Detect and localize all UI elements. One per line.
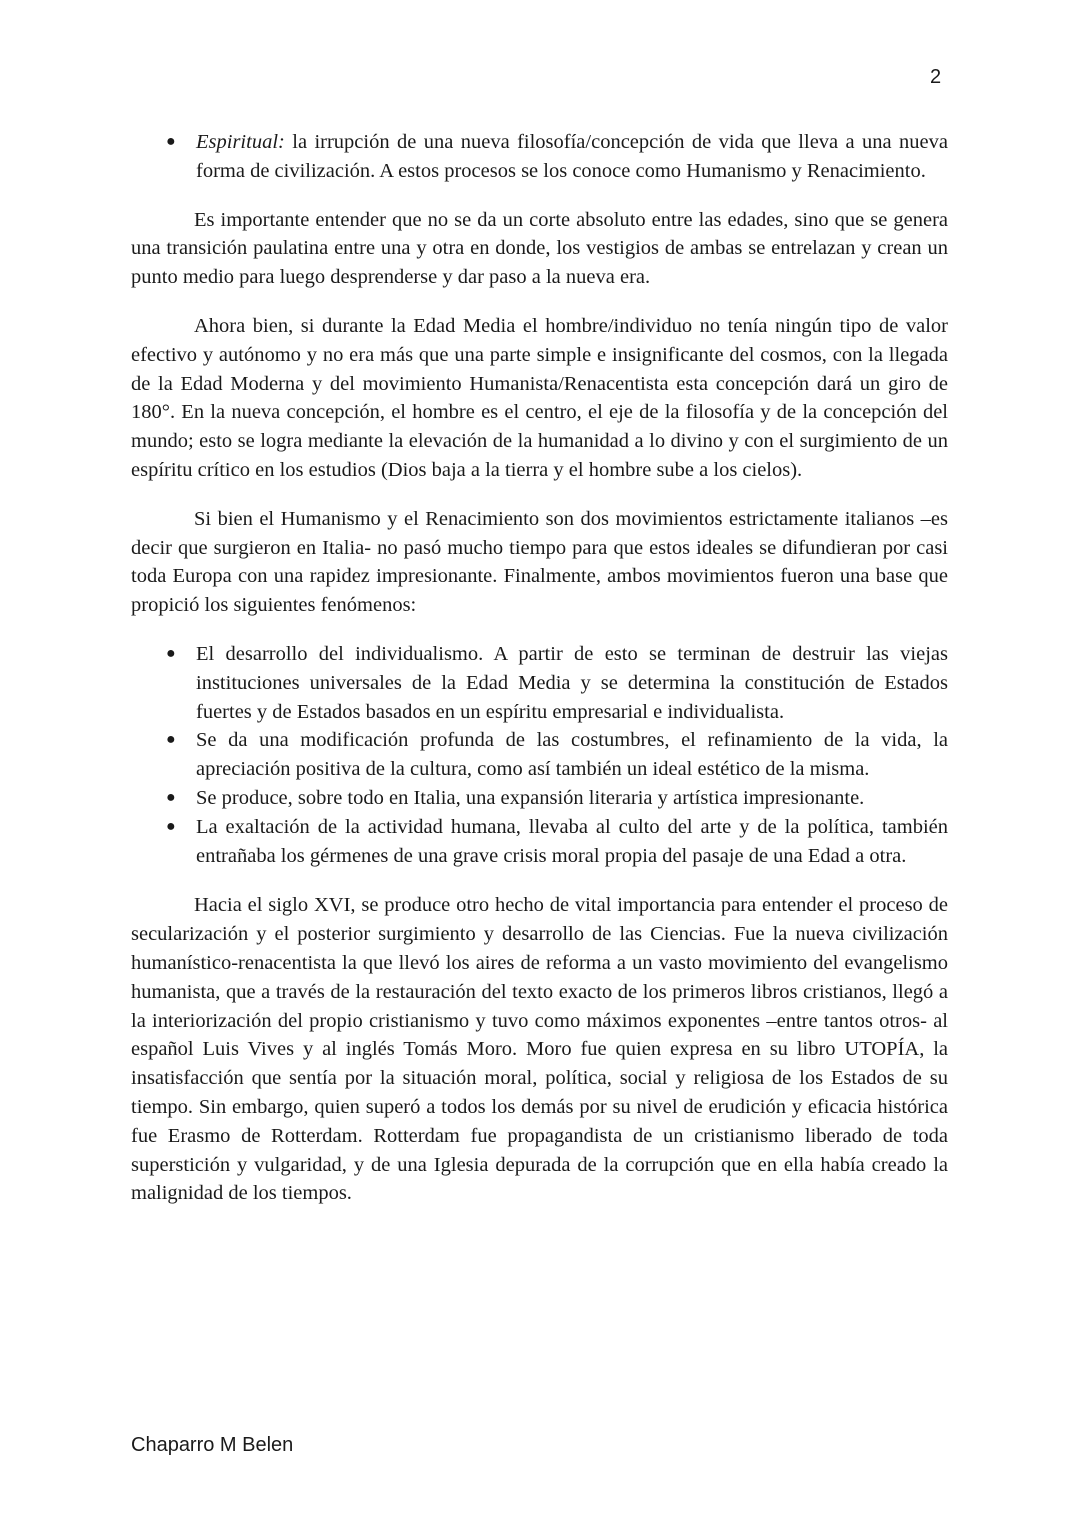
list-item-text: La exaltación de la actividad humana, llevaba al culto del arte y de la política, también entrañaba los gérmenes de una grave crisis moral propia del pasaje de una Edad a otra. [196,815,948,867]
bullet-icon: ● [166,817,176,835]
bullet-list-phenomena [131,640,948,870]
footer-author: Chaparro M Belen [131,1434,294,1456]
list-item-text: la irrupción de una nueva filosofía/concepción de vida que lleva a una nueva forma de civilización. A estos procesos se los conoce como Humanismo y Renacimiento. [196,131,948,182]
paragraph: Ahora bien, si durante la Edad Media el hombre/individuo no tenía ningún tipo de valor efectivo y autónomo y no era más que una parte simple e insignificante del cosmos, con la llegada de la Edad Moderna y del movimiento Humanista/Renacentista esta concepción dará un giro de 180°. En la nueva concepción, el hombre es el centro, el eje de la filosofía y de la concepción del mundo; esto se logra mediante la elevación de la humanidad a lo divino y con el surgimiento de un espíritu crítico en los estudios (Dios baja a la tierra y el hombre sube a los cielos). [131,314,948,481]
bullet-icon: ● [166,133,176,150]
document-body [131,128,948,1228]
list-item [131,813,948,871]
list-item-text: El desarrollo del individualismo. A partir de esto se terminan de destruir las viejas instituciones universales de la Edad Media y se determina la constitución de Estados fuertes y de Estados basados en un espíritu empresarial e individualista. [196,642,948,723]
bullet-list-top [131,128,948,186]
list-item [131,640,948,726]
list-item-label: Espiritual: [196,131,285,153]
bullet-icon: ● [166,644,176,662]
page-number: 2 [930,66,942,88]
paragraph: Es importante entender que no se da un corte absoluto entre las edades, sino que se genera una transición paulatina entre una y otra en donde, los vestigios de ambas se entrelazan y crean un punto medio para luego desprenderse y dar paso a la nueva era. [131,208,948,289]
paragraph: Si bien el Humanismo y el Renacimiento son dos movimientos estrictamente italianos –es decir que surgieron en Italia- no pasó mucho tiempo para que estos ideales se difundieran por casi toda Europa con una rapidez impresionante. Finalmente, ambos movimientos fueron una base que propició los siguientes fenómenos: [131,507,948,617]
list-item-text: Se produce, sobre todo en Italia, una expansión literaria y artística impresionante. [196,786,865,809]
list-item-text: Se da una modificación profunda de las costumbres, el refinamiento de la vida, la apreciación positiva de la cultura, como así también un ideal estético de la misma. [196,729,948,781]
list-item [131,128,948,186]
bullet-icon: ● [166,731,176,749]
list-item [131,726,948,784]
list-item [131,784,948,813]
paragraph-final: Hacia el siglo XVI, se produce otro hecho de vital importancia para entender el proceso de secularización y el posterior surgimiento y desarrollo de las Ciencias. Fue la nueva civilización humanístico-renacentista la que llevó los aires de reforma a un vasto movimiento del evangelismo humanista, que a través de la restauración del texto exacto de los primeros libros cristianos, llegó a la interiorización del propio cristianismo y tuvo como máximos exponentes –entre tantos otros- al español Luis Vives y al inglés Tomás Moro. Moro fue quien expresa en su libro UTOPÍA, la insatisfacción que sentía por la situación moral, política, social y religiosa de los Estados de su tiempo. Sin embargo, quien superó a todos los demás por su nivel de erudición y eficacia histórica fue Erasmo de Rotterdam. Rotterdam fue propagandista de un cristianismo liberado de toda superstición y vulgaridad, y de una Iglesia depurada de la corrupción que en ella había creado la malignidad de los tiempos. [131,894,948,1205]
bullet-icon: ● [166,788,176,806]
